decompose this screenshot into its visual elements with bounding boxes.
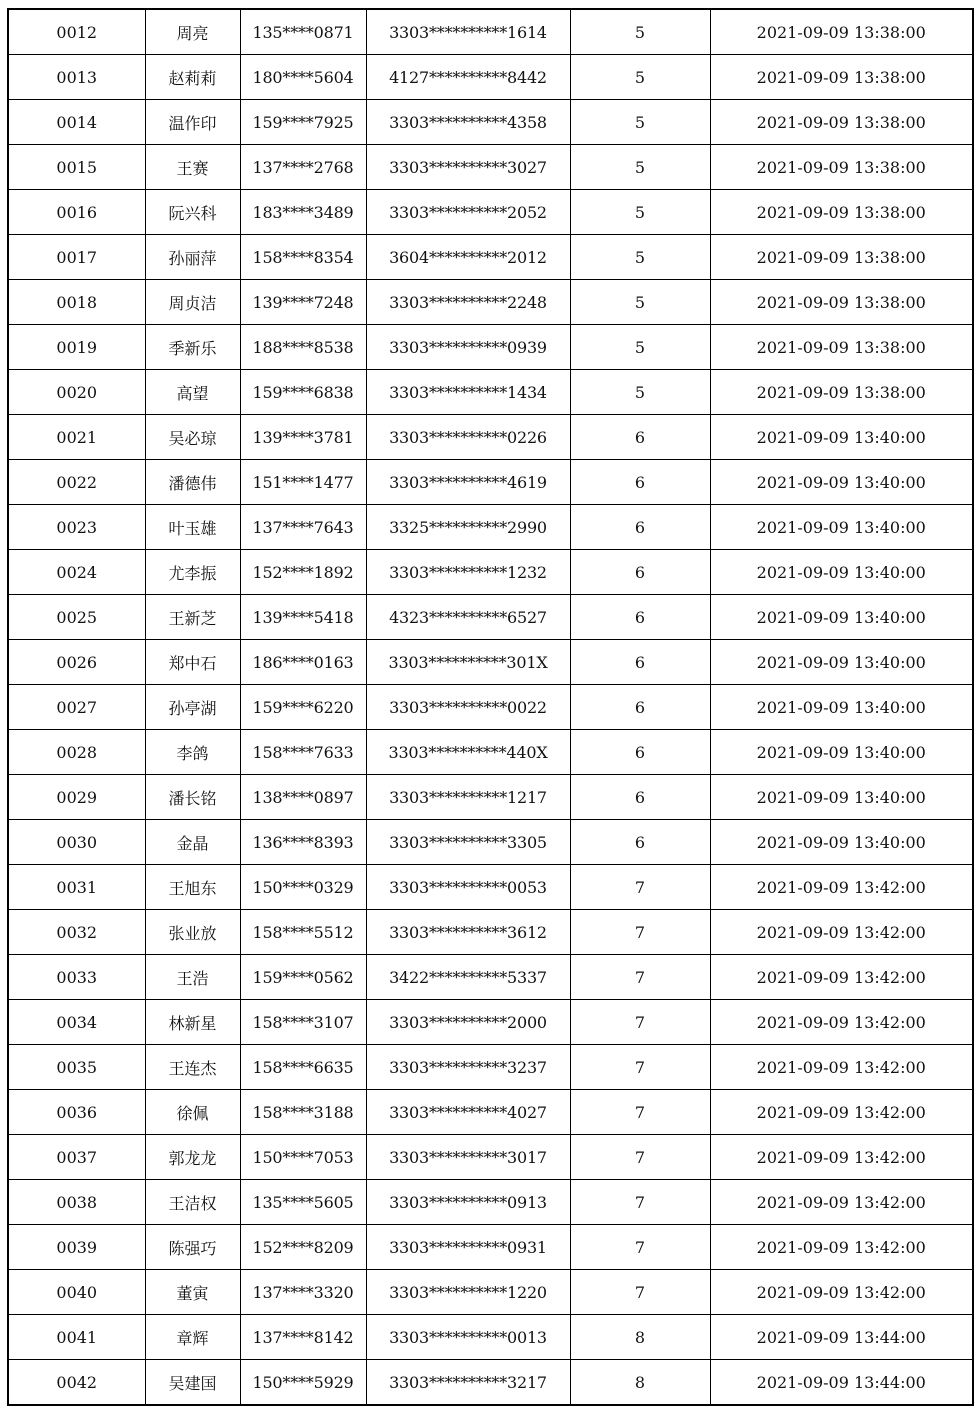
table-row [8,910,973,955]
table-row [8,415,973,460]
cell-name: 陈强巧 [145,1225,240,1270]
cell-id-number: 3303**********2248 [366,280,570,325]
table-row [8,100,973,145]
cell-group: 7 [570,1135,710,1180]
table-row [8,145,973,190]
cell-phone: 159****6220 [240,685,366,730]
cell-name: 王连杰 [145,1045,240,1090]
cell-time: 2021-09-09 13:42:00 [710,865,973,910]
cell-phone: 152****8209 [240,1225,366,1270]
cell-group: 5 [570,370,710,415]
cell-name: 董寅 [145,1270,240,1315]
cell-serial-number: 0022 [8,460,145,505]
cell-group: 6 [570,460,710,505]
cell-group: 7 [570,910,710,955]
cell-group: 7 [570,1000,710,1045]
table-row [8,730,973,775]
cell-time: 2021-09-09 13:38:00 [710,280,973,325]
cell-id-number: 3303**********3612 [366,910,570,955]
table-row [8,595,973,640]
cell-serial-number: 0017 [8,235,145,280]
cell-group: 5 [570,325,710,370]
cell-phone: 159****0562 [240,955,366,1000]
cell-id-number: 3303**********1217 [366,775,570,820]
cell-serial-number: 0041 [8,1315,145,1360]
cell-serial-number: 0023 [8,505,145,550]
cell-serial-number: 0036 [8,1090,145,1135]
cell-time: 2021-09-09 13:38:00 [710,9,973,55]
cell-serial-number: 0015 [8,145,145,190]
cell-serial-number: 0026 [8,640,145,685]
cell-phone: 158****7633 [240,730,366,775]
cell-name: 吴建国 [145,1360,240,1406]
cell-name: 潘长铭 [145,775,240,820]
cell-id-number: 3422**********5337 [366,955,570,1000]
cell-serial-number: 0037 [8,1135,145,1180]
cell-name: 金晶 [145,820,240,865]
cell-id-number: 3303**********3305 [366,820,570,865]
table-row [8,55,973,100]
cell-id-number: 3303**********440X [366,730,570,775]
cell-time: 2021-09-09 13:42:00 [710,1090,973,1135]
table-row [8,190,973,235]
cell-phone: 158****6635 [240,1045,366,1090]
cell-time: 2021-09-09 13:38:00 [710,100,973,145]
table-row [8,550,973,595]
cell-phone: 159****7925 [240,100,366,145]
table-row [8,280,973,325]
cell-name: 赵莉莉 [145,55,240,100]
cell-name: 王洁权 [145,1180,240,1225]
cell-time: 2021-09-09 13:42:00 [710,1225,973,1270]
cell-time: 2021-09-09 13:40:00 [710,640,973,685]
cell-name: 季新乐 [145,325,240,370]
cell-group: 5 [570,9,710,55]
cell-name: 李鸽 [145,730,240,775]
cell-time: 2021-09-09 13:40:00 [710,775,973,820]
cell-id-number: 3303**********4027 [366,1090,570,1135]
cell-id-number: 3303**********0226 [366,415,570,460]
cell-serial-number: 0035 [8,1045,145,1090]
cell-name: 王赛 [145,145,240,190]
cell-serial-number: 0013 [8,55,145,100]
cell-phone: 137****2768 [240,145,366,190]
cell-id-number: 3303**********4358 [366,100,570,145]
table-row [8,1225,973,1270]
cell-time: 2021-09-09 13:38:00 [710,370,973,415]
cell-time: 2021-09-09 13:38:00 [710,145,973,190]
table-row [8,685,973,730]
cell-id-number: 3303**********3237 [366,1045,570,1090]
cell-serial-number: 0032 [8,910,145,955]
cell-group: 6 [570,595,710,640]
cell-phone: 135****5605 [240,1180,366,1225]
cell-time: 2021-09-09 13:38:00 [710,235,973,280]
cell-id-number: 3303**********0913 [366,1180,570,1225]
cell-name: 王浩 [145,955,240,1000]
cell-id-number: 3303**********2000 [366,1000,570,1045]
cell-time: 2021-09-09 13:40:00 [710,595,973,640]
cell-id-number: 3303**********0013 [366,1315,570,1360]
cell-group: 5 [570,280,710,325]
cell-group: 6 [570,730,710,775]
cell-group: 5 [570,100,710,145]
table-row [8,460,973,505]
cell-id-number: 4127**********8442 [366,55,570,100]
cell-serial-number: 0019 [8,325,145,370]
cell-id-number: 3303**********0053 [366,865,570,910]
cell-serial-number: 0028 [8,730,145,775]
cell-serial-number: 0025 [8,595,145,640]
cell-time: 2021-09-09 13:42:00 [710,1045,973,1090]
cell-name: 尤李振 [145,550,240,595]
cell-group: 7 [570,865,710,910]
table-row [8,1090,973,1135]
cell-phone: 186****0163 [240,640,366,685]
table-row [8,370,973,415]
cell-time: 2021-09-09 13:42:00 [710,910,973,955]
cell-phone: 150****0329 [240,865,366,910]
cell-group: 7 [570,1045,710,1090]
cell-serial-number: 0029 [8,775,145,820]
cell-name: 周亮 [145,9,240,55]
cell-serial-number: 0030 [8,820,145,865]
cell-group: 5 [570,55,710,100]
cell-phone: 138****0897 [240,775,366,820]
cell-phone: 159****6838 [240,370,366,415]
cell-name: 王新芝 [145,595,240,640]
table-row [8,775,973,820]
cell-name: 阮兴科 [145,190,240,235]
table-row [8,1045,973,1090]
cell-phone: 150****5929 [240,1360,366,1406]
cell-name: 孙丽萍 [145,235,240,280]
cell-serial-number: 0042 [8,1360,145,1406]
cell-time: 2021-09-09 13:40:00 [710,820,973,865]
table-row [8,1270,973,1315]
cell-serial-number: 0014 [8,100,145,145]
cell-time: 2021-09-09 13:40:00 [710,550,973,595]
cell-serial-number: 0038 [8,1180,145,1225]
cell-id-number: 3303**********1434 [366,370,570,415]
cell-phone: 180****5604 [240,55,366,100]
table-row [8,1180,973,1225]
cell-id-number: 3604**********2012 [366,235,570,280]
table-row [8,1135,973,1180]
cell-phone: 136****8393 [240,820,366,865]
cell-time: 2021-09-09 13:40:00 [710,460,973,505]
cell-group: 6 [570,685,710,730]
cell-phone: 152****1892 [240,550,366,595]
cell-name: 高望 [145,370,240,415]
table-row [8,325,973,370]
cell-time: 2021-09-09 13:42:00 [710,1180,973,1225]
cell-time: 2021-09-09 13:38:00 [710,325,973,370]
cell-id-number: 3303**********0939 [366,325,570,370]
cell-group: 6 [570,415,710,460]
cell-id-number: 3303**********1220 [366,1270,570,1315]
roster-table [7,8,974,1406]
table-row [8,9,973,55]
cell-serial-number: 0018 [8,280,145,325]
table-row [8,1360,973,1406]
cell-group: 7 [570,1090,710,1135]
cell-id-number: 3303**********0931 [366,1225,570,1270]
cell-group: 6 [570,820,710,865]
cell-time: 2021-09-09 13:42:00 [710,1135,973,1180]
cell-name: 徐佩 [145,1090,240,1135]
cell-name: 王旭东 [145,865,240,910]
cell-phone: 137****7643 [240,505,366,550]
cell-time: 2021-09-09 13:38:00 [710,55,973,100]
table-row [8,505,973,550]
cell-id-number: 3303**********4619 [366,460,570,505]
cell-group: 7 [570,955,710,1000]
table-row [8,640,973,685]
cell-group: 5 [570,145,710,190]
cell-serial-number: 0034 [8,1000,145,1045]
cell-name: 温作印 [145,100,240,145]
cell-id-number: 3303**********0022 [366,685,570,730]
cell-name: 郑中石 [145,640,240,685]
cell-serial-number: 0016 [8,190,145,235]
cell-phone: 137****3320 [240,1270,366,1315]
cell-phone: 151****1477 [240,460,366,505]
cell-id-number: 4323**********6527 [366,595,570,640]
table-row [8,955,973,1000]
cell-phone: 183****3489 [240,190,366,235]
cell-name: 吴必琼 [145,415,240,460]
cell-group: 8 [570,1360,710,1406]
roster-table-body [8,9,973,1405]
table-row [8,235,973,280]
cell-phone: 158****5512 [240,910,366,955]
cell-serial-number: 0031 [8,865,145,910]
cell-group: 8 [570,1315,710,1360]
table-row [8,1000,973,1045]
cell-serial-number: 0020 [8,370,145,415]
cell-phone: 139****3781 [240,415,366,460]
cell-serial-number: 0039 [8,1225,145,1270]
cell-group: 7 [570,1180,710,1225]
cell-id-number: 3303**********3017 [366,1135,570,1180]
cell-serial-number: 0021 [8,415,145,460]
cell-name: 林新星 [145,1000,240,1045]
cell-group: 5 [570,235,710,280]
cell-id-number: 3303**********1614 [366,9,570,55]
cell-name: 潘德伟 [145,460,240,505]
cell-serial-number: 0027 [8,685,145,730]
cell-group: 5 [570,190,710,235]
cell-name: 叶玉雄 [145,505,240,550]
cell-phone: 135****0871 [240,9,366,55]
cell-phone: 150****7053 [240,1135,366,1180]
cell-group: 6 [570,640,710,685]
cell-name: 周贞洁 [145,280,240,325]
roster-sheet [7,8,972,1406]
cell-name: 张业放 [145,910,240,955]
cell-id-number: 3303**********301X [366,640,570,685]
cell-id-number: 3303**********1232 [366,550,570,595]
table-row [8,820,973,865]
cell-group: 7 [570,1225,710,1270]
cell-serial-number: 0024 [8,550,145,595]
cell-id-number: 3303**********3027 [366,145,570,190]
cell-name: 郭龙龙 [145,1135,240,1180]
cell-phone: 139****5418 [240,595,366,640]
cell-phone: 158****3107 [240,1000,366,1045]
cell-id-number: 3303**********3217 [366,1360,570,1406]
cell-group: 7 [570,1270,710,1315]
cell-time: 2021-09-09 13:42:00 [710,1270,973,1315]
cell-time: 2021-09-09 13:42:00 [710,1000,973,1045]
cell-time: 2021-09-09 13:40:00 [710,730,973,775]
cell-time: 2021-09-09 13:42:00 [710,955,973,1000]
cell-phone: 158****3188 [240,1090,366,1135]
cell-time: 2021-09-09 13:44:00 [710,1360,973,1406]
cell-time: 2021-09-09 13:38:00 [710,190,973,235]
table-row [8,1315,973,1360]
cell-group: 6 [570,550,710,595]
cell-time: 2021-09-09 13:44:00 [710,1315,973,1360]
cell-serial-number: 0033 [8,955,145,1000]
cell-phone: 188****8538 [240,325,366,370]
cell-id-number: 3303**********2052 [366,190,570,235]
cell-phone: 139****7248 [240,280,366,325]
table-row [8,865,973,910]
cell-serial-number: 0012 [8,9,145,55]
cell-serial-number: 0040 [8,1270,145,1315]
cell-time: 2021-09-09 13:40:00 [710,415,973,460]
cell-time: 2021-09-09 13:40:00 [710,685,973,730]
cell-phone: 158****8354 [240,235,366,280]
cell-time: 2021-09-09 13:40:00 [710,505,973,550]
cell-id-number: 3325**********2990 [366,505,570,550]
cell-phone: 137****8142 [240,1315,366,1360]
cell-name: 章辉 [145,1315,240,1360]
cell-name: 孙亭湖 [145,685,240,730]
cell-group: 6 [570,505,710,550]
cell-group: 6 [570,775,710,820]
